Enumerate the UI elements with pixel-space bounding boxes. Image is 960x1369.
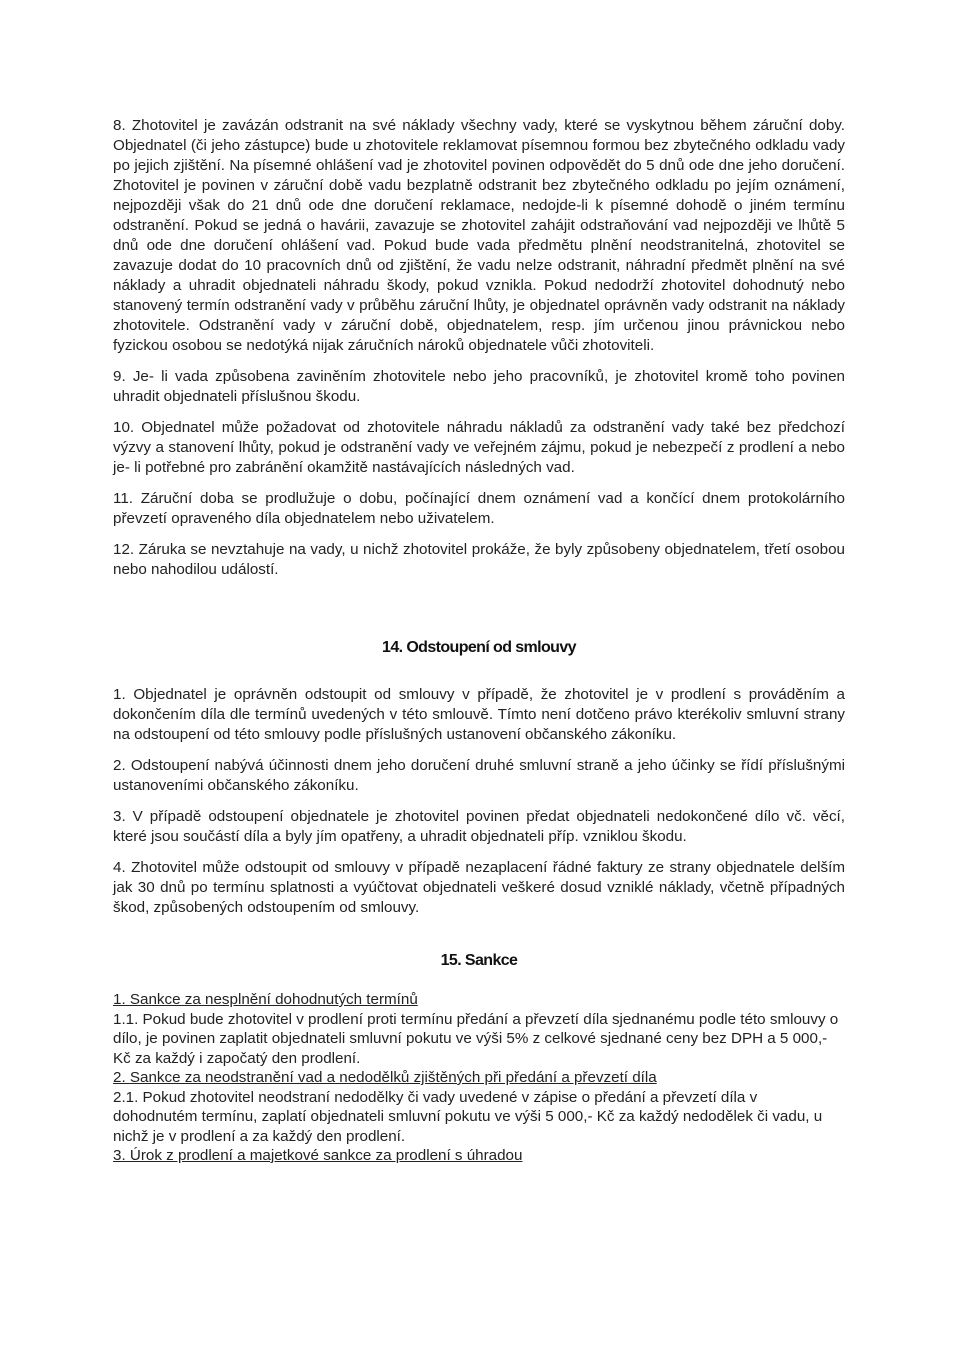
paragraph-14-1: 1. Objednatel je oprávněn odstoupit od smlouvy v případě, že zhotovitel je v prodlení s prováděním a dokončením díla dle termínů uvedených v této smlouvě. Tímto není dotčeno právo kterékoliv smluvní strany na odstoupení od této smlouvy podle příslušných ustanovení občanského zákoníku. (113, 686, 845, 743)
paragraph-14-4: 4. Zhotovitel může odstoupit od smlouvy v případě nezaplacení řádné faktury ze strany objednatele delším jak 30 dnů po termínu splatnosti a vyúčtovat objednateli veškeré dosud vzniklé náklady, včetně případných škod, způsobených odstoupením od smlouvy. (113, 859, 845, 916)
paragraph-14-2: 2. Odstoupení nabývá účinnosti dnem jeho doručení druhé smluvní straně a jeho účinky se řídí příslušnými ustanoveními občanského zákoníku. (113, 757, 845, 794)
paragraph-13-9: 9. Je- li vada způsobena zaviněním zhotovitele nebo jeho pracovníků, je zhotovitel kromě toho povinen uhradit objednateli příslušnou škodu. (113, 368, 845, 405)
subsection-title-15-2: 2. Sankce za neodstranění vad a nedodělků zjištěných při předání a převzetí díla (113, 1069, 657, 1086)
document-body (113, 116, 845, 1166)
paragraph-15-2-1: 2.1. Pokud zhotovitel neodstraní nedodělky či vady uvedené v zápise o předání a převzetí díla v dohodnutém termínu, zaplatí objednateli smluvní pokutu ve výši 5 000,- Kč za každý nedodělek či vadu, u nichž je v prodlení a za každý den prodlení. (113, 1088, 823, 1145)
paragraph-13-8: 8. Zhotovitel je zavázán odstranit na své náklady všechny vady, které se vyskytnou během záruční doby. Objednatel (či jeho zástupce) bude u zhotovitele reklamovat písemnou formou bez zbytečného odkladu vady po jejich zjištění. Na písemné ohlášení vad je zhotovitel povinen odpovědět do 5 dnů ode dne jeho doručení. Zhotovitel je povinen v záruční době vadu bezplatně odstranit bez zbytečného odkladu po jejím oznámení, nejpozději však do 21 dnů ode dne doručení reklamace, nedojde-li k písemné dohodě o jiném termínu odstranění. Pokud se jedná o havárii, zavazuje se zhotovitel zahájit odstraňování vad nejpozději ve lhůtě 5 dnů ode dne doručení ohlášení vad. Pokud bude vada předmětu plnění neodstranitelná, zhotovitel se zavazuje dodat do 10 pracovních dnů od zjištění, že vadu nelze odstranit, náhradní předmět plnění na své náklady a uhradit objednateli náhradu škody, pokud vznikla. Pokud nedodrží zhotovitel dohodnutý nebo stanovený termín odstranění vady v průběhu záruční lhůty, je objednatel oprávněn vady odstranit na náklady zhotovitele. Odstranění vady v záruční době, objednatelem, resp. jím určenou jinou právnickou nebo fyzickou osobou se nedotýká nijak záručních nároků objednatele vůči zhotoviteli. (113, 117, 845, 354)
section-heading-14: 14. Odstoupení od smlouvy (382, 639, 576, 656)
subsection-title-15-1: 1. Sankce za nesplnění dohodnutých termínů (113, 991, 418, 1008)
paragraph-13-11: 11. Záruční doba se prodlužuje o dobu, počínající dnem oznámení vad a končící dnem protokolárního převzetí opraveného díla objednatelem nebo uživatelem. (113, 490, 845, 527)
paragraph-13-12: 12. Záruka se nevztahuje na vady, u nichž zhotovitel prokáže, že byly způsobeny objednatelem, třetí osobou nebo nahodilou událostí. (113, 541, 845, 578)
paragraph-15-1-1: 1.1. Pokud bude zhotovitel v prodlení proti termínu předání a převzetí díla sjednanému podle této smlouvy o dílo, je povinen zaplatit objednateli smluvní pokutu ve výši 5% z celkové sjednané ceny bez DPH a 5 000,- Kč za každý i započatý den prodlení. (113, 1010, 839, 1067)
paragraph-14-3: 3. V případě odstoupení objednatele je zhotovitel povinen předat objednateli nedokončené dílo vč. věcí, které jsou součástí díla a byly jím opatřeny, a uhradit objednateli příp. vzniklou škodu. (113, 808, 845, 845)
subsection-title-15-3: 3. Úrok z prodlení a majetkové sankce za prodlení s úhradou (113, 1147, 523, 1164)
paragraph-13-10: 10. Objednatel může požadovat od zhotovitele náhradu nákladů za odstranění vady také bez předchozí výzvy a stanovení lhůty, pokud je odstranění vady ve veřejném zájmu, pokud je nebezpečí z prodlení a nebo je- li potřebné pro zabránění okamžitě nastávajících následných vad. (113, 419, 845, 476)
section-heading-15: 15. Sankce (440, 952, 518, 969)
